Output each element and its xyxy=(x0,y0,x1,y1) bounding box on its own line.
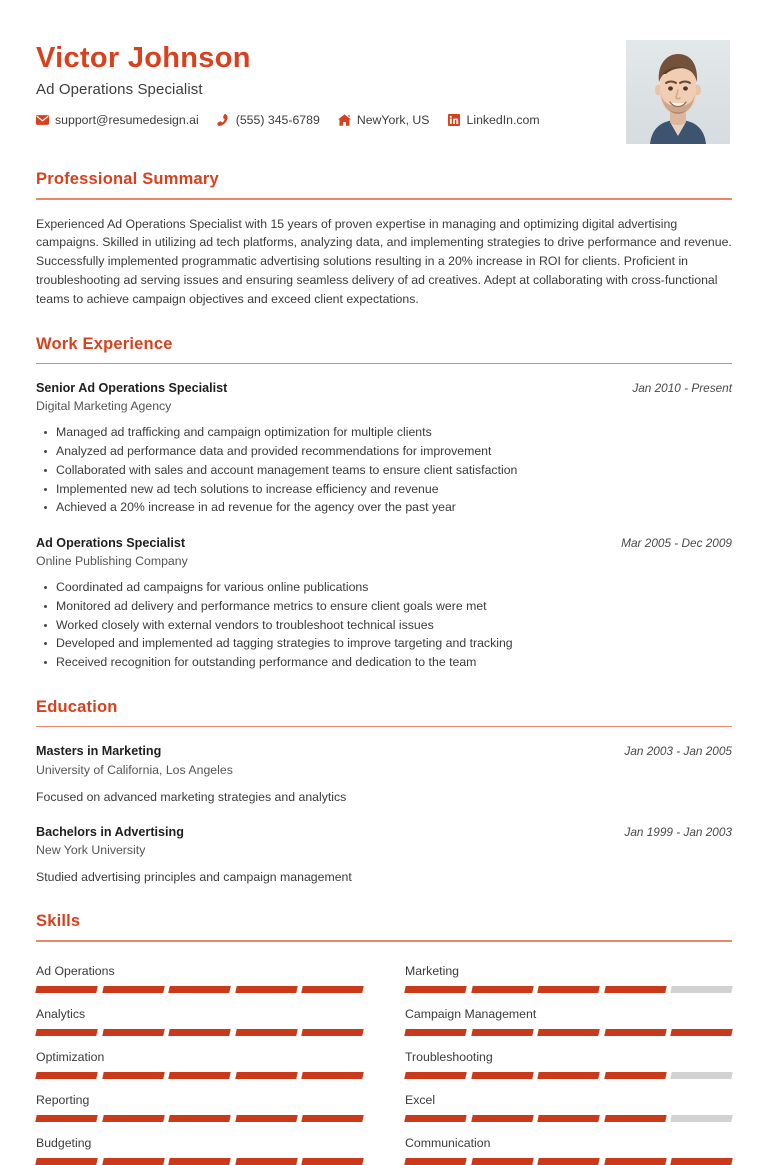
contact-item[interactable] xyxy=(217,113,320,127)
contact-item[interactable] xyxy=(36,113,199,127)
skill-segment-filled xyxy=(235,1072,297,1079)
skill-level-bar xyxy=(36,1158,363,1165)
education-list xyxy=(36,743,732,886)
entry-main xyxy=(36,535,188,570)
job-bullet: Managed ad trafficking and campaign optimization for multiple clients xyxy=(56,424,732,442)
entry-main xyxy=(36,380,227,415)
skill-name: Communication xyxy=(405,1135,491,1150)
skill-segment-filled xyxy=(471,1072,533,1079)
skill-item xyxy=(36,993,363,1036)
skill-segment-filled xyxy=(35,986,97,993)
skill-item xyxy=(405,993,732,1036)
job-bullet: Coordinated ad campaigns for various online publications xyxy=(56,579,732,597)
candidate-name: Victor Johnson xyxy=(36,42,251,74)
skill-segment-filled xyxy=(102,986,164,993)
skill-item xyxy=(36,1036,363,1079)
skill-item xyxy=(405,950,732,993)
section-title-summary: Professional Summary xyxy=(36,170,219,188)
skill-segment-filled xyxy=(537,1072,599,1079)
section-skills xyxy=(36,912,732,1165)
contact-row xyxy=(36,113,626,127)
section-professional-summary xyxy=(36,170,732,309)
skill-segment-filled xyxy=(604,986,666,993)
linkedin-icon xyxy=(448,114,461,127)
skill-segment-filled xyxy=(102,1158,164,1165)
skill-segment-filled xyxy=(404,986,466,993)
contact-text: NewYork, US xyxy=(356,113,430,128)
skill-segment-filled xyxy=(537,1115,599,1122)
education-date-range: Jan 2003 - Jan 2005 xyxy=(624,744,732,759)
skill-level-bar xyxy=(36,1029,363,1036)
skill-item xyxy=(36,950,363,993)
job-bullet: Analyzed ad performance data and provided recommendations for improvement xyxy=(56,443,732,461)
skill-segment-filled xyxy=(471,1158,533,1165)
skill-segment-filled xyxy=(604,1115,666,1122)
section-divider xyxy=(36,363,732,365)
job-bullet-list xyxy=(36,579,732,672)
skill-item xyxy=(405,1036,732,1079)
skill-segment-filled xyxy=(102,1029,164,1036)
section-divider xyxy=(36,198,732,200)
section-title-education: Education xyxy=(36,697,118,716)
skill-segment-filled xyxy=(235,986,297,993)
job-bullet: Collaborated with sales and account management teams to ensure client satisfaction xyxy=(56,462,732,480)
school-name: University of California, Los Angeles xyxy=(36,762,233,777)
skill-level-bar xyxy=(36,986,363,993)
education-note: Studied advertising principles and campaign management xyxy=(36,870,352,885)
school-name: New York University xyxy=(36,843,146,858)
skill-item xyxy=(36,1122,363,1165)
entry-main xyxy=(36,743,233,778)
job-bullet: Achieved a 20% increase in ad revenue for the agency over the past year xyxy=(56,499,732,517)
skill-segment-empty xyxy=(671,1115,733,1122)
job-bullet: Developed and implemented ad tagging strategies to improve targeting and tracking xyxy=(56,635,732,653)
company-name: Digital Marketing Agency xyxy=(36,399,172,414)
skill-segment-filled xyxy=(302,1029,364,1036)
skill-segment-filled xyxy=(302,986,364,993)
skills-grid xyxy=(36,950,732,1165)
skill-name: Marketing xyxy=(405,963,459,978)
skill-name: Excel xyxy=(405,1092,436,1107)
entry-header xyxy=(36,824,732,859)
skill-item xyxy=(405,1079,732,1122)
entry-header xyxy=(36,743,732,778)
skill-segment-filled xyxy=(302,1115,364,1122)
contact-item[interactable] xyxy=(448,113,540,127)
skill-name: Optimization xyxy=(36,1049,105,1064)
skill-segment-filled xyxy=(671,1029,733,1036)
skill-level-bar xyxy=(405,1158,732,1165)
skill-name: Budgeting xyxy=(36,1135,92,1150)
candidate-job-title: Ad Operations Specialist xyxy=(36,81,203,99)
resume-header xyxy=(36,30,732,144)
job-title: Ad Operations Specialist xyxy=(36,535,186,550)
skill-name: Reporting xyxy=(36,1092,90,1107)
skill-segment-filled xyxy=(671,1158,733,1165)
skill-segment-filled xyxy=(404,1029,466,1036)
skill-segment-filled xyxy=(235,1115,297,1122)
skill-item xyxy=(405,1122,732,1165)
skill-segment-filled xyxy=(235,1029,297,1036)
skill-segment-filled xyxy=(102,1072,164,1079)
phone-icon xyxy=(217,114,230,127)
experience-list xyxy=(36,380,732,672)
skill-segment-filled xyxy=(604,1029,666,1036)
skill-segment-filled xyxy=(235,1158,297,1165)
section-title-skills: Skills xyxy=(36,912,81,931)
skill-segment-filled xyxy=(168,1029,230,1036)
skill-segment-filled xyxy=(604,1072,666,1079)
section-divider xyxy=(36,726,732,728)
skill-name: Analytics xyxy=(36,1006,86,1021)
skill-level-bar xyxy=(36,1115,363,1122)
skill-segment-empty xyxy=(671,1072,733,1079)
contact-text: (555) 345-6789 xyxy=(235,113,320,128)
skill-level-bar xyxy=(405,1072,732,1079)
degree-title: Masters in Marketing xyxy=(36,744,162,759)
envelope-icon xyxy=(36,114,49,127)
skill-name: Campaign Management xyxy=(405,1006,537,1021)
skill-segment-filled xyxy=(471,1029,533,1036)
job-bullet: Monitored ad delivery and performance metrics to ensure client goals were met xyxy=(56,598,732,616)
job-date-range: Mar 2005 - Dec 2009 xyxy=(621,535,732,550)
section-title-experience: Work Experience xyxy=(36,334,173,353)
summary-text: Experienced Ad Operations Specialist with 15 years of proven expertise in managing and optimizing digital advertising campaigns. Skilled in utilizing ad tech platforms, analyzing data, and implementing strategies to drive performance and revenue. Successfully implemented programmatic advertising solutions resulting in a 20% increase in ROI for clients. Proficient in troubleshooting ad serving issues and ensuring seamless delivery of ad creatives. Adept at collaborating with cross-functional teams to achieve campaign objectives and exceed client expectations. xyxy=(36,216,732,306)
education-entry xyxy=(36,743,732,806)
skill-segment-filled xyxy=(168,1072,230,1079)
skill-segment-filled xyxy=(168,986,230,993)
section-work-experience xyxy=(36,335,732,672)
skill-level-bar xyxy=(405,1115,732,1122)
skill-segment-filled xyxy=(168,1115,230,1122)
skill-name: Troubleshooting xyxy=(405,1049,493,1064)
degree-title: Bachelors in Advertising xyxy=(36,824,184,839)
skill-level-bar xyxy=(405,986,732,993)
skill-segment-filled xyxy=(537,986,599,993)
skill-segment-filled xyxy=(471,1115,533,1122)
section-education xyxy=(36,698,732,887)
skill-segment-filled xyxy=(168,1158,230,1165)
skill-segment-filled xyxy=(471,986,533,993)
skill-segment-filled xyxy=(537,1029,599,1036)
experience-entry xyxy=(36,380,732,517)
skill-item xyxy=(36,1079,363,1122)
skill-segment-filled xyxy=(404,1115,466,1122)
skill-segment-filled xyxy=(302,1072,364,1079)
job-title: Senior Ad Operations Specialist xyxy=(36,381,228,396)
job-date-range: Jan 2010 - Present xyxy=(632,381,732,396)
skill-segment-filled xyxy=(404,1158,466,1165)
contact-text: support@resumedesign.ai xyxy=(55,113,199,128)
skill-segment-filled xyxy=(35,1072,97,1079)
skill-level-bar xyxy=(405,1029,732,1036)
skill-segment-filled xyxy=(102,1115,164,1122)
education-entry xyxy=(36,824,732,887)
job-bullet: Worked closely with external vendors to troubleshoot technical issues xyxy=(56,617,732,635)
skill-segment-empty xyxy=(671,986,733,993)
contact-item[interactable] xyxy=(338,113,430,127)
skill-segment-filled xyxy=(604,1158,666,1165)
skill-segment-filled xyxy=(537,1158,599,1165)
skill-segment-filled xyxy=(302,1158,364,1165)
job-bullet: Received recognition for outstanding performance and dedication to the team xyxy=(56,654,732,672)
profile-photo xyxy=(626,40,730,144)
job-bullet-list xyxy=(36,424,732,517)
skill-segment-filled xyxy=(404,1072,466,1079)
header-identity xyxy=(36,40,626,127)
skill-name: Ad Operations xyxy=(36,963,115,978)
education-note: Focused on advanced marketing strategies and analytics xyxy=(36,789,347,804)
skill-segment-filled xyxy=(35,1158,97,1165)
section-divider xyxy=(36,940,732,942)
skill-segment-filled xyxy=(35,1029,97,1036)
entry-header xyxy=(36,535,732,570)
education-date-range: Jan 1999 - Jan 2003 xyxy=(624,824,732,839)
contact-text: LinkedIn.com xyxy=(466,113,540,128)
experience-entry xyxy=(36,535,732,672)
job-bullet: Implemented new ad tech solutions to increase efficiency and revenue xyxy=(56,481,732,499)
skill-level-bar xyxy=(36,1072,363,1079)
company-name: Online Publishing Company xyxy=(36,554,188,569)
home-icon xyxy=(338,114,351,127)
skill-segment-filled xyxy=(35,1115,97,1122)
entry-main xyxy=(36,824,184,859)
entry-header xyxy=(36,380,732,415)
